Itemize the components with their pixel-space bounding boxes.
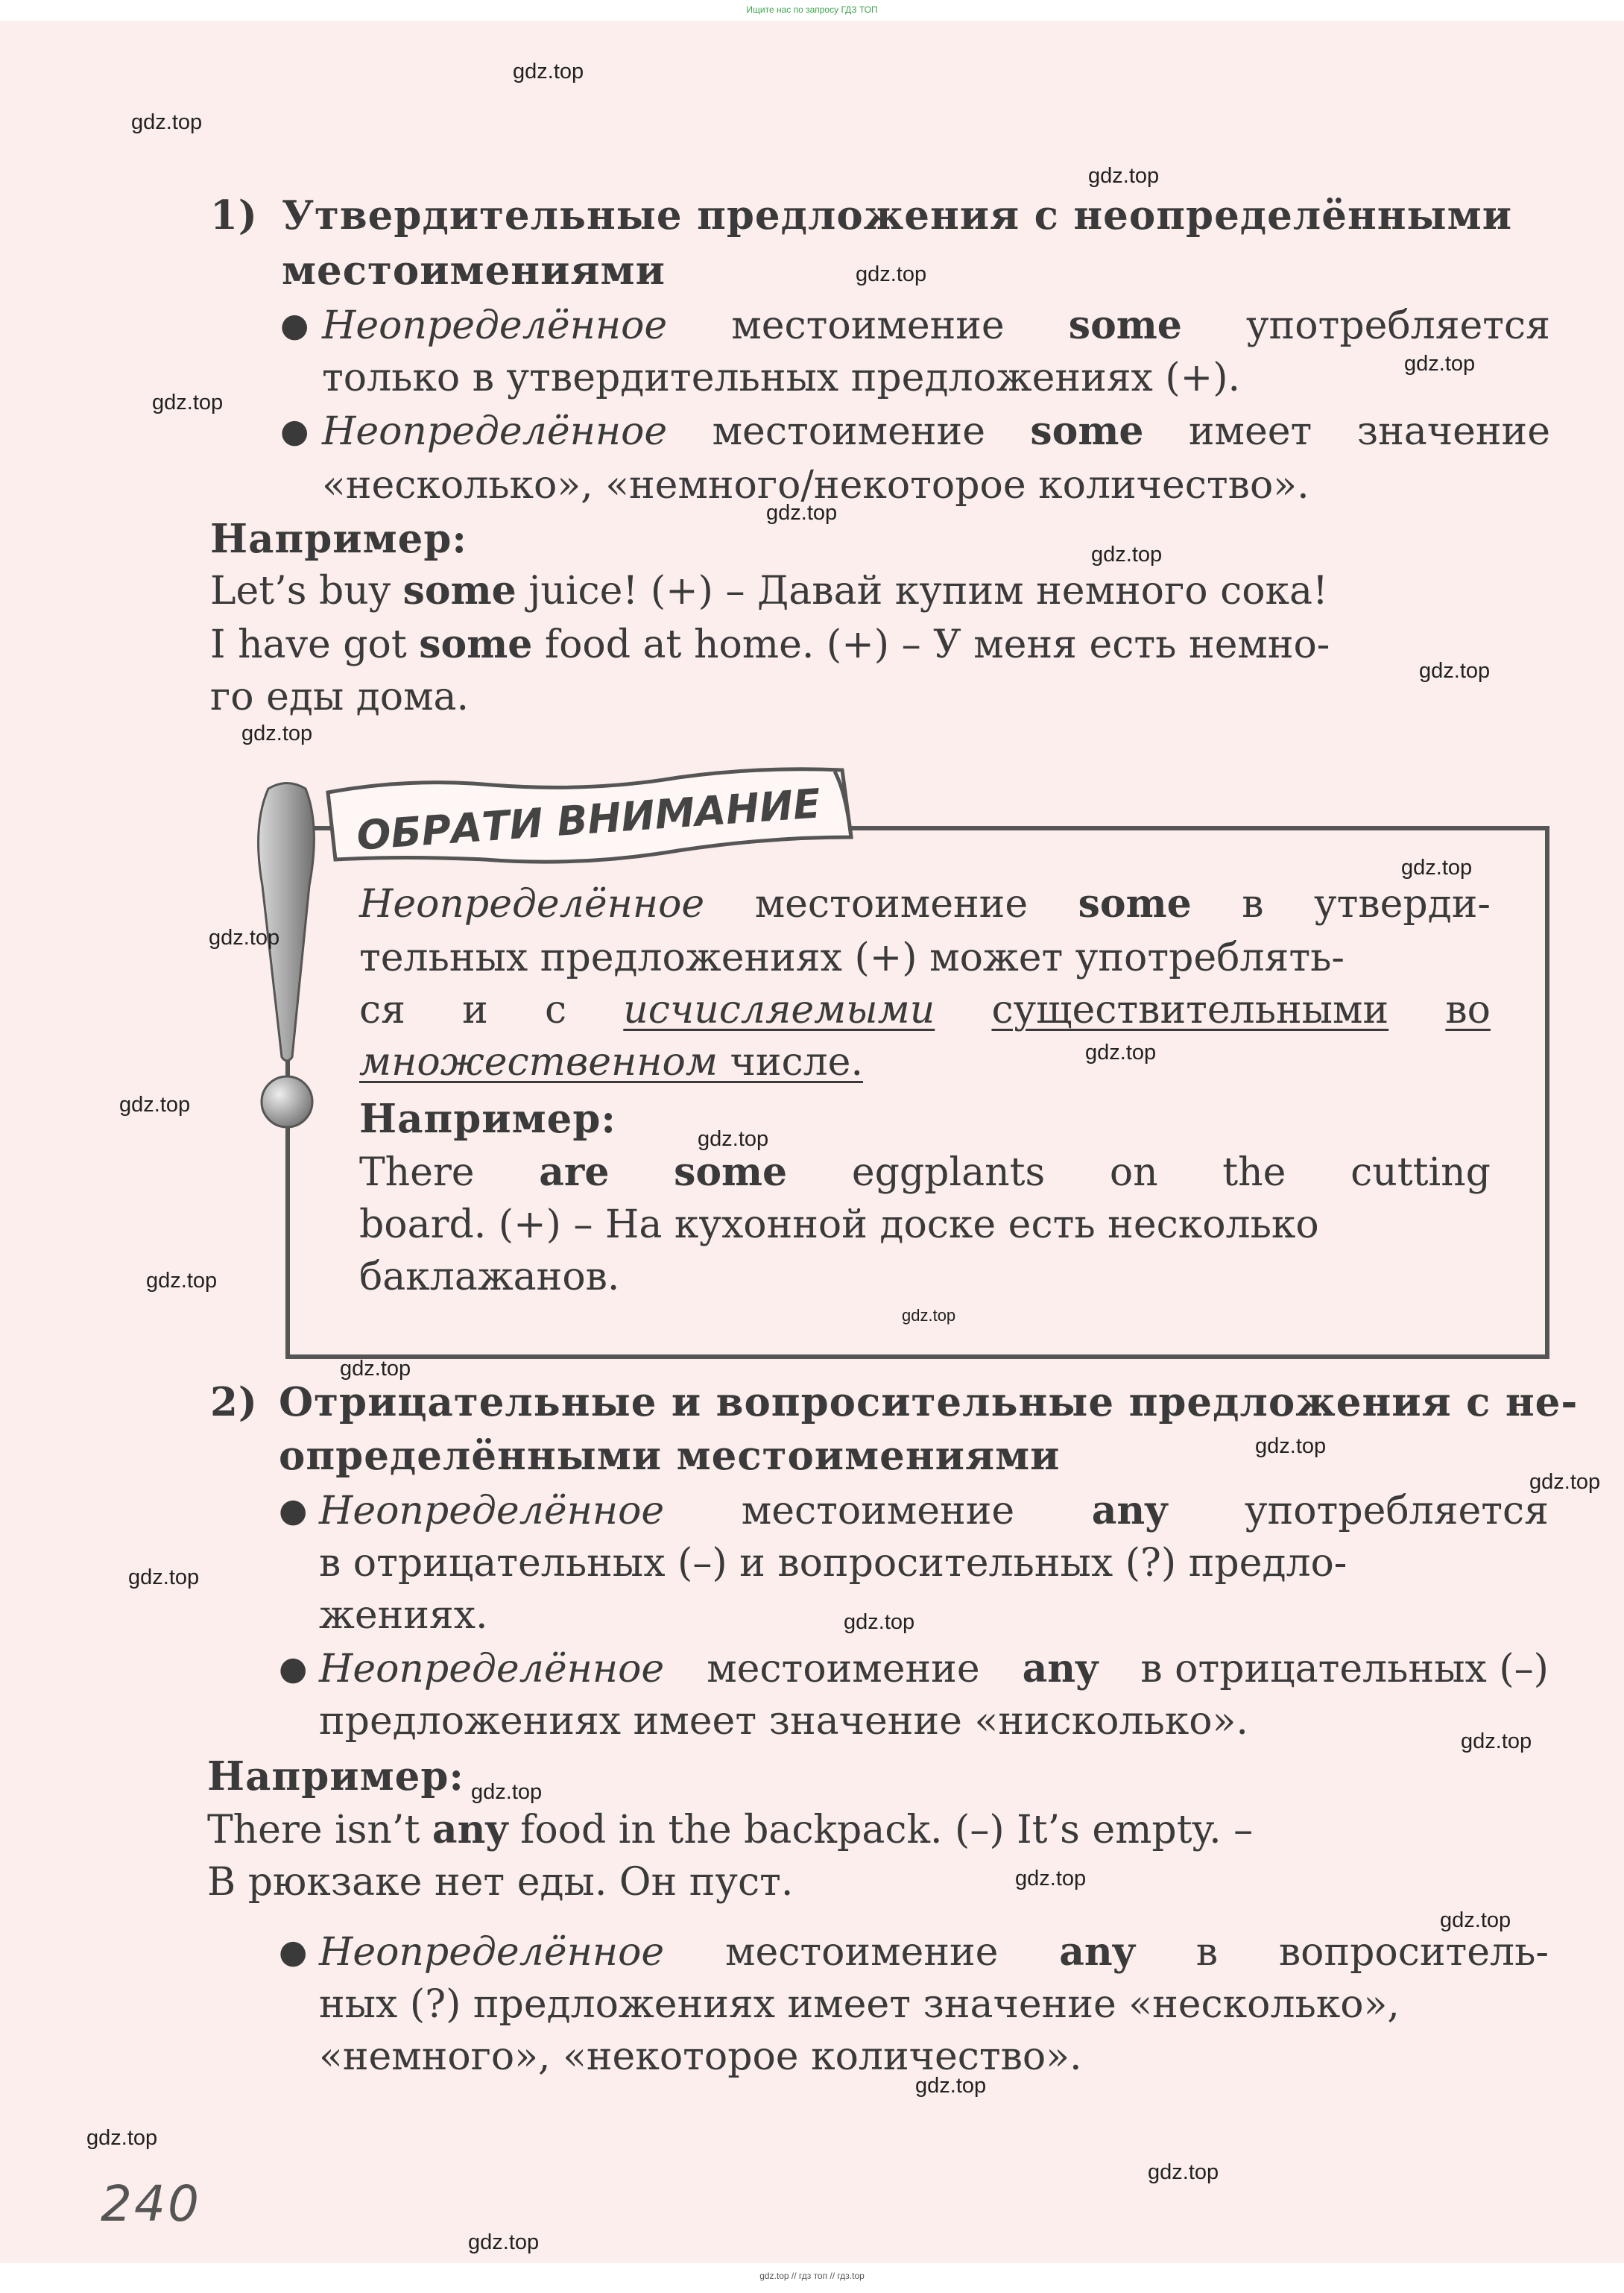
exclamation-icon xyxy=(246,781,328,1169)
watermark: gdz.top xyxy=(1404,352,1476,376)
watermark: gdz.top xyxy=(1440,1908,1511,1932)
watermark: gdz.top xyxy=(1085,1041,1157,1065)
attention-banner xyxy=(320,763,857,874)
keyword-some: some xyxy=(1030,409,1144,454)
watermark: gdz.top xyxy=(471,1780,543,1804)
attention-example-label: Например: xyxy=(359,1096,616,1142)
word: употребляется xyxy=(1245,303,1550,348)
watermark: gdz.top xyxy=(131,110,203,134)
watermark: gdz.top xyxy=(128,1565,200,1589)
section2-bullet1-line2: в отрицательных (–) и вопросительных (?) предло- xyxy=(319,1541,1347,1586)
keyword-any: any xyxy=(1059,1929,1135,1975)
keyword-some: some xyxy=(419,622,533,667)
watermark: gdz.top xyxy=(1529,1470,1601,1494)
attention-line1: Неопределённое местоимение some в утверди- xyxy=(359,878,1491,930)
section1-bullet2-line2: «несколько», «немного/некоторое количество». xyxy=(322,463,1309,508)
watermark: gdz.top xyxy=(152,391,224,414)
section2-bullet3-line3: «немного», «некоторое количество». xyxy=(319,2034,1082,2079)
term: Неопределённое xyxy=(322,303,668,348)
section2-bullet3-line1: Неопределённое местоимение any в вопроситель- xyxy=(319,1926,1549,1978)
attention-example1: There are some eggplants on the cutting xyxy=(359,1149,1491,1195)
watermark: gdz.top xyxy=(241,722,313,745)
section1-bullet1-line1 xyxy=(322,300,1550,352)
watermark: gdz.top xyxy=(856,262,927,286)
watermark: gdz.top xyxy=(766,501,838,525)
attention-line3: ся и с исчисляемыми существительными во xyxy=(359,988,1491,1032)
word: местоимение xyxy=(731,303,1005,348)
textbook-page xyxy=(0,21,1624,2263)
section1-number: 1) xyxy=(210,192,258,239)
word: имеет xyxy=(1188,409,1312,454)
watermark: gdz.top xyxy=(468,2230,540,2254)
attention-title: ОБРАТИ ВНИМАНИЕ xyxy=(355,780,823,860)
watermark: gdz.top xyxy=(340,1357,411,1381)
keyword-some: some xyxy=(1068,303,1182,348)
keyword-any: any xyxy=(1091,1488,1168,1533)
section1-example-label: Например: xyxy=(210,516,467,562)
watermark: gdz.top xyxy=(1015,1867,1087,1890)
page-number: 240 xyxy=(101,2175,201,2233)
watermark: gdz.top xyxy=(146,1269,218,1293)
section1-example2: I have got some food at home. (+) – У меня есть немно- xyxy=(210,622,1330,667)
keyword-any: any xyxy=(432,1807,508,1852)
attention-example3: баклажанов. xyxy=(359,1255,620,1299)
bullet-icon: ● xyxy=(279,1492,308,1530)
watermark: gdz.top xyxy=(1091,543,1163,567)
word: местоимение xyxy=(712,409,985,454)
watermark: gdz.top xyxy=(513,60,584,83)
keyword-some: some xyxy=(402,568,516,614)
keyword-some: some xyxy=(1078,881,1192,927)
section2-example-label: Например: xyxy=(207,1753,464,1800)
section1-bullet2-line1 xyxy=(322,406,1550,458)
bullet-icon: ● xyxy=(279,1933,308,1971)
section2-bullet3-line2: ных (?) предложениях имеет значение «несколько», xyxy=(319,1982,1400,2027)
top-banner: Ищите нас по запросу ГДЗ ТОП xyxy=(746,4,878,15)
bullet-icon: ● xyxy=(280,306,309,344)
section2-bullet1-line1: Неопределённое местоимение any употребляется xyxy=(319,1485,1549,1537)
section1-example1: Let’s buy some juice! (+) – Давай купим немного сока! xyxy=(210,568,1328,614)
section2-bullet2-line2: предложениях имеет значение «нисколько». xyxy=(319,1699,1248,1744)
section1-heading-line2: местоимениями xyxy=(282,247,666,294)
watermark: gdz.top xyxy=(1148,2160,1219,2184)
section1-example3: го еды дома. xyxy=(210,675,470,719)
watermark: gdz.top xyxy=(1255,1434,1327,1458)
term: Неопределённое xyxy=(322,409,668,454)
section1-bullet1-line2: только в утвердительных предложениях (+). xyxy=(322,356,1241,400)
bullet-icon: ● xyxy=(279,1650,308,1688)
section2-example2: В рюкзаке нет еды. Он пуст. xyxy=(207,1860,794,1905)
section2-bullet2-line1: Неопределённое местоимение any в отрицательных (–) xyxy=(319,1643,1549,1695)
watermark: gdz.top xyxy=(209,926,280,950)
section2-example1: There isn’t any food in the backpack. (–) It’s empty. – xyxy=(207,1807,1254,1852)
watermark: gdz.top xyxy=(119,1093,191,1117)
watermark: gdz.top xyxy=(1401,856,1473,880)
section1-heading-line1: Утвердительные предложения с неопределёнными xyxy=(282,192,1513,239)
watermark: gdz.top xyxy=(698,1127,769,1151)
watermark: gdz.top xyxy=(1088,164,1160,188)
word: значение xyxy=(1356,409,1550,454)
bullet-icon: ● xyxy=(280,412,309,450)
section2-heading-line2: определёнными местоимениями xyxy=(279,1433,1061,1479)
attention-line2: тельных предложениях (+) может употреблять- xyxy=(359,936,1345,980)
keyword-any: any xyxy=(1022,1646,1099,1691)
watermark: gdz.top xyxy=(915,2074,987,2098)
watermark: gdz.top xyxy=(902,1306,956,1325)
watermark: gdz.top xyxy=(1461,1729,1532,1753)
watermark: gdz.top xyxy=(844,1610,915,1634)
section2-number: 2) xyxy=(210,1379,258,1425)
watermark: gdz.top xyxy=(1419,659,1491,683)
section2-heading-line1: Отрицательные и вопросительные предложения с не- xyxy=(279,1379,1579,1425)
watermark: gdz.top xyxy=(86,2126,158,2150)
attention-example2: board. (+) – На кухонной доске есть несколько xyxy=(359,1202,1319,1247)
attention-line4: множественном числе. xyxy=(359,1040,863,1085)
section2-bullet1-line3: жениях. xyxy=(319,1593,488,1638)
bottom-banner: gdz.top // гдз топ // гдз.top xyxy=(759,2271,865,2281)
